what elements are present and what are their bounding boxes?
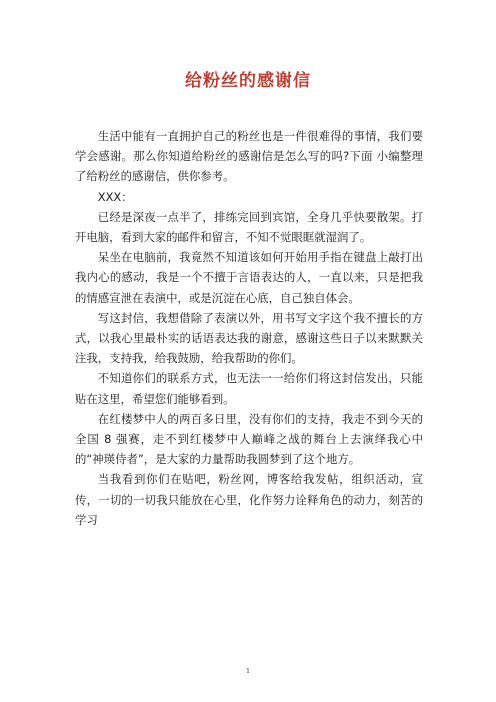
paragraph-intro: 生活中能有一直拥护自己的粉丝也是一件很难得的事情，我们要学会感谢。那么你知道给粉丝的感谢信是怎么写的吗?下面 小编整理了给粉丝的感谢信，供你参考。 <box>75 129 423 184</box>
paragraph: 当我看到你们在贴吧，粉丝网，博客给我发帖，组织活动，宣传，一切的一切我只能放在心里，化作努力诠释角色的动力，刻苦的学习 <box>75 472 423 527</box>
document-body <box>75 126 423 530</box>
document-title: 给粉丝的感谢信 <box>185 71 311 91</box>
paragraph: 不知道你们的联系方式，也无法一一给你们将这封信发出，只能贴在这里，希望您们能够看到。 <box>75 371 423 406</box>
paragraph: 写这封信，我想借除了表演以外，用书写文字这个我不擅长的方式，以我心里最朴实的话语表达我的谢意，感谢这些日子以来默默关注我，支持我，给我鼓励，给我帮助的你们。 <box>75 310 423 366</box>
page-number: 1 <box>246 668 250 675</box>
paragraph: 已经是深夜一点半了，排练完回到宾馆，全身几乎快要散架。打开电脑，看到大家的邮件和留言，不知不觉眼眶就湿润了。 <box>75 209 423 245</box>
paragraph: 在红楼梦中人的两百多日里，没有你们的支持，我走不到今天的全国 8 强赛，走不到红楼梦中人巅峰之战的舞台上去演绎我心中的“神瑛侍者”，是大家的力量帮助我圆梦到了这个地方。 <box>75 411 423 467</box>
paragraph-salutation: XXX： <box>97 189 133 204</box>
paragraph: 呆坐在电脑前，我竟然不知道该如何开始用手指在键盘上敲打出我内心的感动，我是一个不擅于言语表达的人，一直以来，只是把我的情感宣泄在表演中，或是沉淀在心底，自己独自体会。 <box>75 250 423 305</box>
